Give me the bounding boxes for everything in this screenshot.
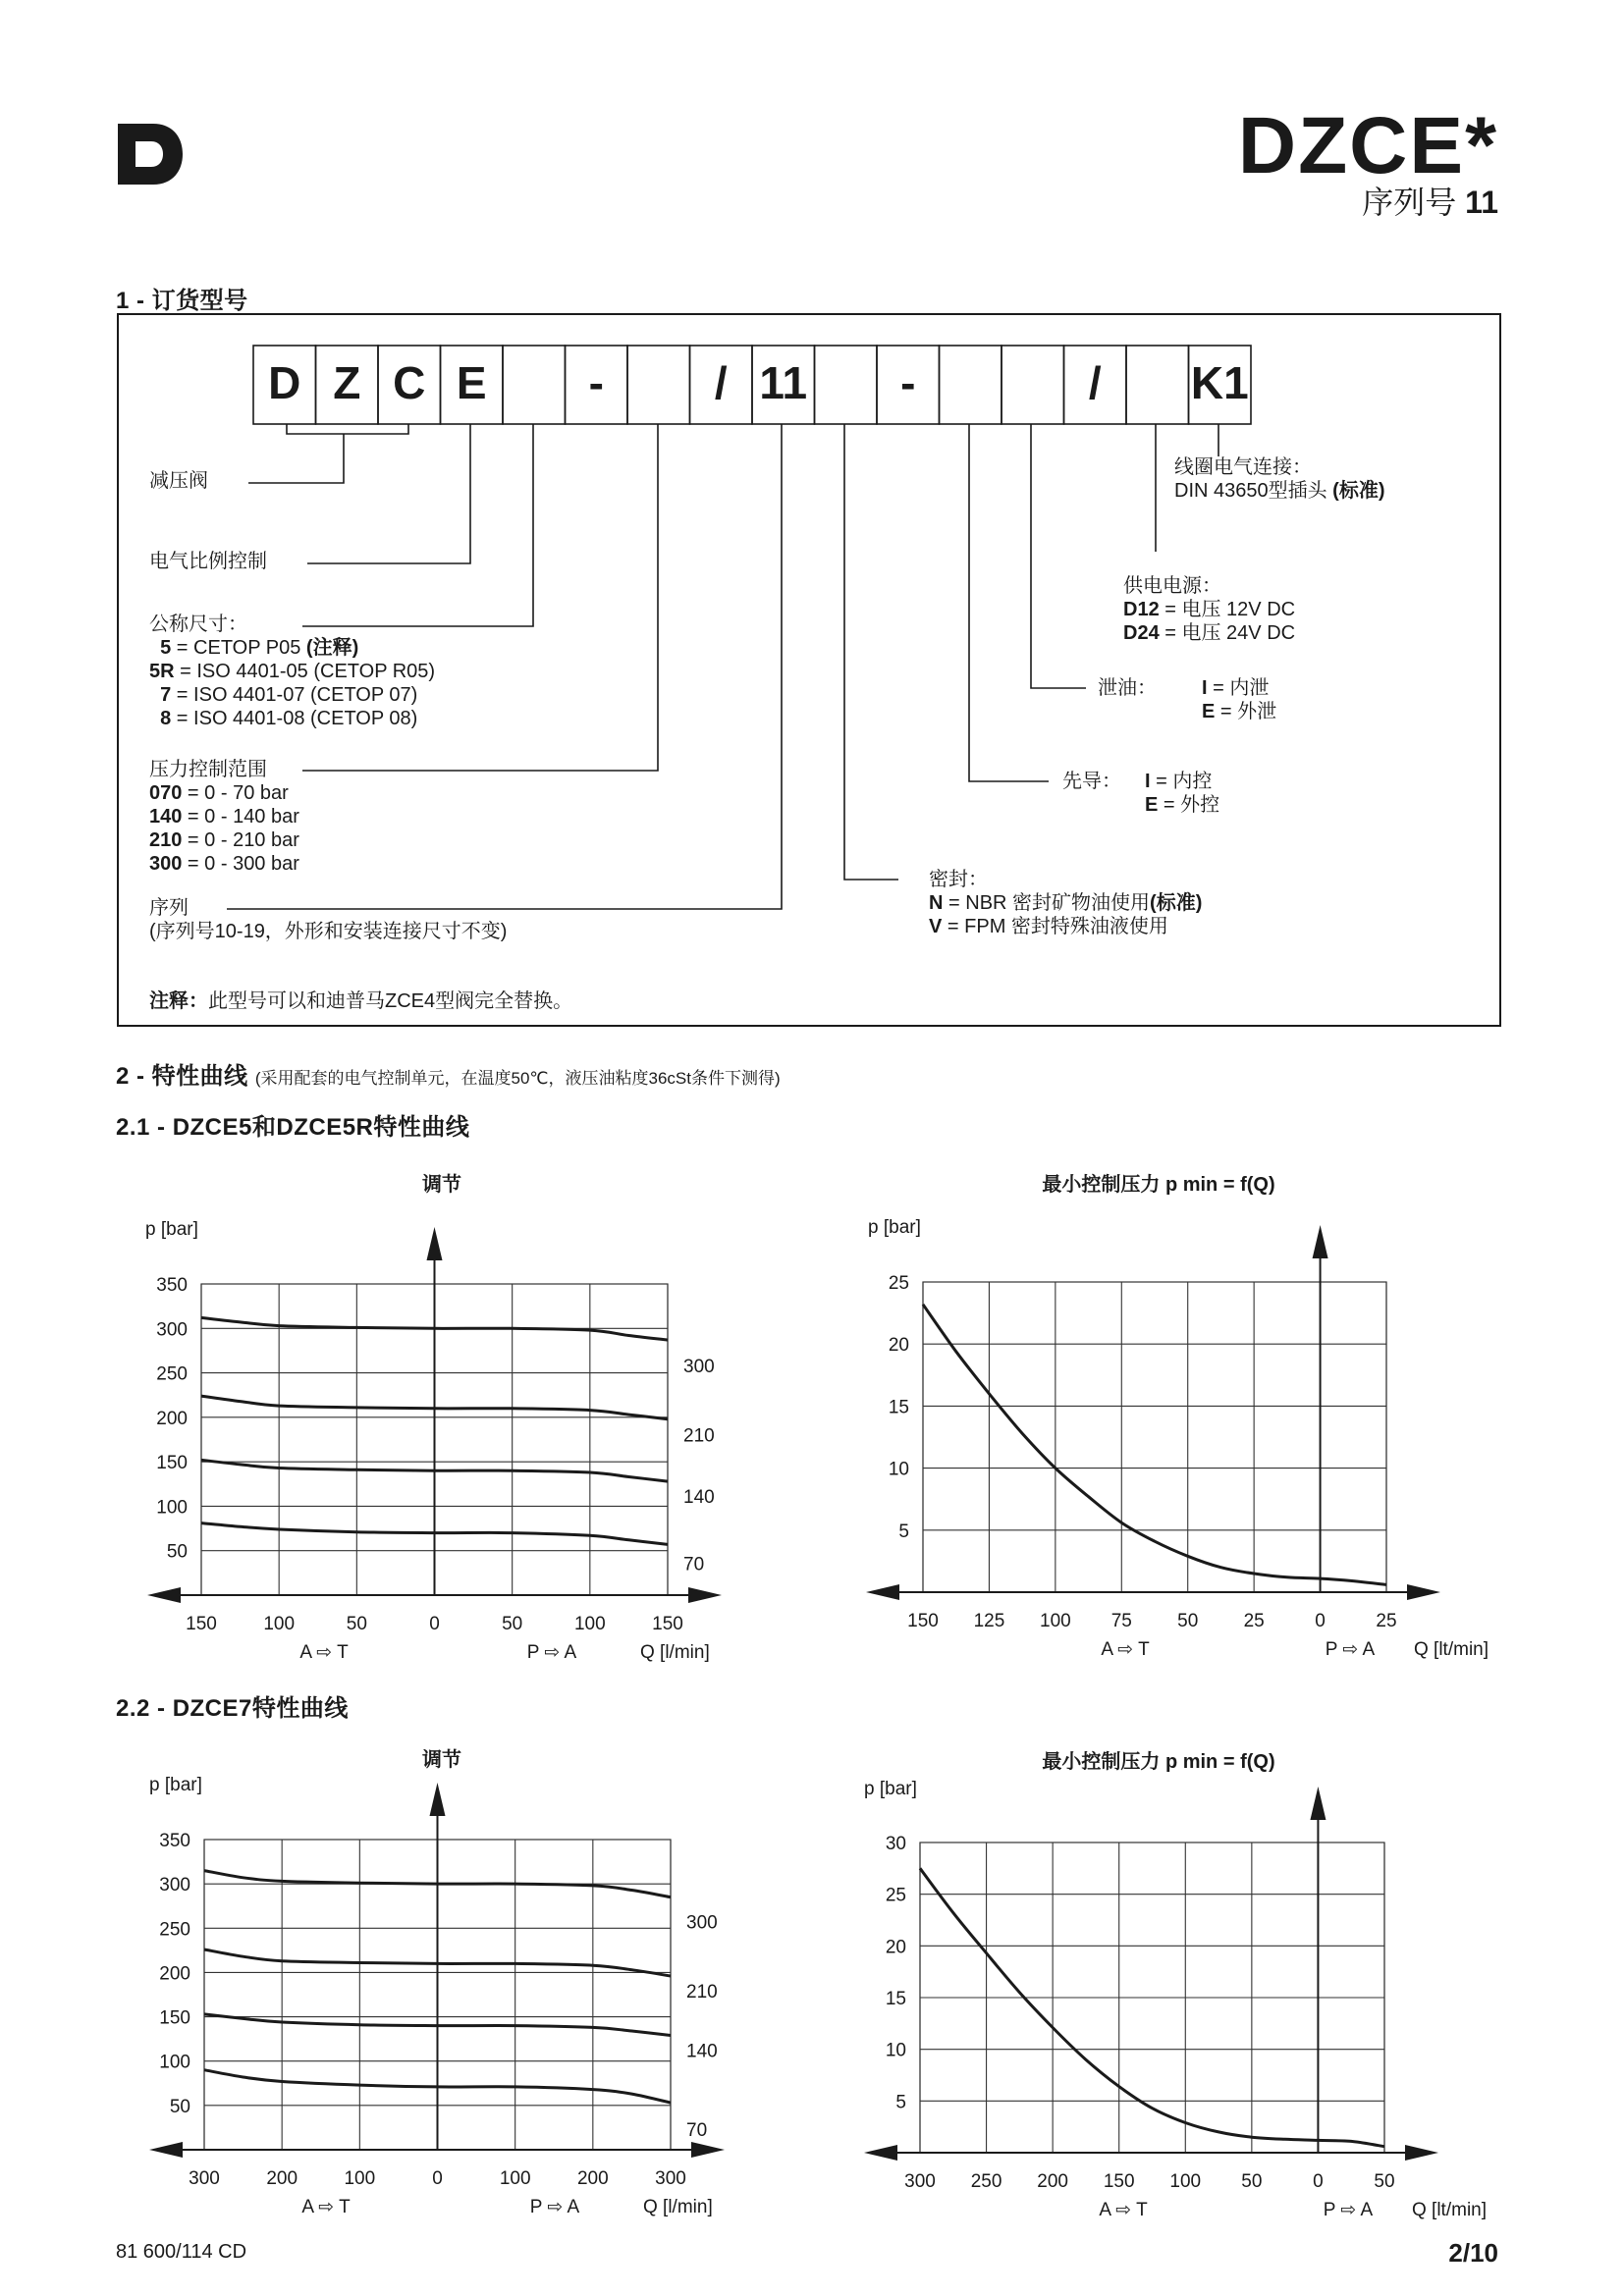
x-tick-label: 300: [189, 2168, 220, 2189]
drain-e-code: E: [1202, 701, 1216, 722]
x-axis-arrow-left: [149, 2142, 183, 2158]
seal-n-code: N: [929, 892, 944, 914]
d24-text: = 电压 24V DC: [1159, 622, 1296, 644]
series-text: (序列号10-19，外形和安装连接尺寸不变): [149, 921, 508, 942]
chart-axes: [866, 1225, 1440, 1600]
x-axis-arrow-right: [1407, 1584, 1440, 1600]
size-5-text: = CETOP P05: [171, 637, 306, 659]
flow-label-right: P ⇨ A: [529, 2197, 580, 2217]
flow-label-left: A ⇨ T: [1101, 1639, 1150, 1660]
chart-grid: [923, 1282, 1386, 1592]
y-tick-label: 25: [885, 1885, 906, 1906]
document-code: 81 600/114 CD: [116, 2241, 247, 2263]
order-cell-char: /: [1088, 357, 1102, 408]
y-tick-label: 5: [898, 1521, 909, 1542]
y-axis-label: p [bar]: [868, 1217, 921, 1238]
p210-code: 210: [149, 829, 183, 851]
size-5r-code: 5R: [149, 661, 175, 682]
pressure-title: 压力控制范围: [149, 759, 267, 780]
seal-n-text: = NBR 密封矿物油使用: [943, 892, 1151, 914]
chart-1-regulation: [145, 1219, 722, 1663]
x-tick-label: 150: [907, 1611, 939, 1631]
chart-4-min-pilot-pressure: [864, 1779, 1487, 2220]
curve-label: 70: [683, 1554, 705, 1575]
curve-label: 140: [686, 2041, 718, 2062]
y-tick-label: 30: [885, 1834, 906, 1854]
y-tick-label: 20: [888, 1335, 909, 1357]
seal-n-std: (标准): [1150, 892, 1203, 914]
seal-title: 密封：: [929, 869, 988, 890]
y-tick-label: 150: [159, 2007, 190, 2029]
x-tick-label: 200: [1037, 2171, 1068, 2192]
series-line: [923, 1305, 1386, 1585]
x-tick-label: 300: [655, 2168, 686, 2189]
y-tick-label: 250: [156, 1363, 188, 1385]
x-tick-label: 50: [1374, 2171, 1395, 2192]
series-title: 序列: [149, 897, 189, 919]
y-tick-label: 250: [159, 1919, 190, 1941]
size-title: 公称尺寸：: [149, 614, 247, 635]
section-2-title: 2 - 特性曲线: [116, 1063, 248, 1090]
y-tick-label: 15: [888, 1397, 909, 1418]
order-cell-char: D: [268, 357, 301, 408]
x-axis-unit: Q [lt/min]: [1414, 1639, 1489, 1660]
chart-curves: [920, 1868, 1384, 2146]
y-tick-label: 350: [156, 1275, 188, 1296]
chart-3-title: 调节: [422, 1749, 461, 1771]
chart-curves: [923, 1305, 1386, 1585]
pilot-title: 先导：: [1062, 771, 1121, 792]
x-tick-label: 25: [1376, 1611, 1397, 1631]
x-tick-label: 50: [502, 1614, 523, 1634]
p070-text: = 0 - 70 bar: [182, 782, 289, 804]
y-axis-arrow: [427, 1227, 443, 1260]
seal-v-code: V: [929, 916, 943, 937]
section-2-2-heading: 2.2 - DZCE7特性曲线: [116, 1695, 349, 1722]
order-cell-char: /: [714, 357, 728, 408]
x-axis-unit: Q [l/min]: [640, 1642, 710, 1663]
x-tick-label: 125: [973, 1611, 1005, 1631]
d12-text: = 电压 12V DC: [1159, 599, 1296, 620]
y-tick-label: 15: [885, 1989, 906, 2009]
x-tick-label: 75: [1110, 1611, 1132, 1631]
y-tick-label: 50: [169, 2096, 190, 2117]
x-tick-label: 250: [970, 2171, 1002, 2192]
x-tick-label: 200: [576, 2168, 609, 2189]
note-label: 注释：: [149, 990, 208, 1012]
x-tick-label: 100: [573, 1614, 606, 1634]
order-cell-char: K1: [1190, 357, 1249, 408]
drain-e-text: = 外泄: [1215, 701, 1277, 722]
y-axis-label: p [bar]: [145, 1219, 198, 1240]
size-7-code: 7: [160, 684, 172, 706]
plot-frame: [923, 1282, 1386, 1592]
y-axis-arrow: [1313, 1225, 1328, 1258]
seal-v-text: = FPM 密封特殊油液使用: [942, 916, 1168, 937]
curve-label: 210: [686, 1982, 718, 2003]
p140-text: = 0 - 140 bar: [182, 806, 299, 828]
chart-1-title: 调节: [422, 1174, 461, 1196]
flow-label-right: P ⇨ A: [526, 1642, 577, 1663]
chart-3-regulation: [149, 1775, 725, 2217]
order-cell-char: C: [393, 357, 426, 408]
coil-std: (标准): [1332, 480, 1385, 502]
coil-text: DIN 43650型插头: [1174, 480, 1333, 502]
p300-code: 300: [149, 853, 183, 875]
curve-label: 140: [683, 1487, 715, 1509]
x-axis-unit: Q [lt/min]: [1412, 2200, 1488, 2220]
x-tick-label: 50: [346, 1614, 367, 1634]
x-tick-label: 50: [1177, 1611, 1199, 1631]
y-axis-label: p [bar]: [149, 1775, 202, 1795]
x-tick-label: 300: [904, 2171, 936, 2192]
flow-label-right: P ⇨ A: [1323, 2200, 1374, 2220]
y-axis-arrow: [1310, 1787, 1326, 1820]
product-title: DZCE*: [1237, 101, 1498, 190]
x-tick-label: 100: [1169, 2171, 1202, 2192]
x-tick-label: 100: [499, 2168, 531, 2189]
y-tick-label: 25: [888, 1273, 909, 1294]
label-valve: 减压阀: [149, 470, 208, 492]
section-1-heading: 1 - 订货型号: [116, 288, 248, 314]
y-tick-label: 350: [159, 1831, 190, 1851]
y-tick-label: 200: [159, 1963, 190, 1985]
d24-code: D24: [1123, 622, 1160, 644]
size-5-note: (注释): [305, 637, 359, 659]
label-control: 电气比例控制: [149, 551, 267, 572]
curve-label: 210: [683, 1425, 715, 1447]
pilot-e-code: E: [1145, 794, 1159, 816]
x-axis-arrow-left: [147, 1587, 181, 1603]
x-axis-arrow-left: [864, 2145, 897, 2161]
section-2-note: (采用配套的电气控制单元，在温度50℃，液压油粘度36cSt条件下测得): [254, 1069, 781, 1088]
p140-code: 140: [149, 806, 183, 828]
x-axis-arrow-left: [866, 1584, 899, 1600]
x-tick-label: 150: [652, 1614, 683, 1634]
x-tick-label: 100: [1040, 1611, 1071, 1631]
order-cell-char: Z: [333, 357, 361, 408]
order-cell-char: E: [456, 357, 487, 408]
drain-title: 泄油：: [1098, 677, 1157, 699]
p300-text: = 0 - 300 bar: [182, 853, 299, 875]
y-axis-arrow: [430, 1783, 446, 1816]
x-tick-label: 100: [263, 1614, 296, 1634]
x-tick-label: 50: [1241, 2171, 1263, 2192]
p070-code: 070: [149, 782, 183, 804]
note-text: 此型号可以和迪普马ZCE4型阀完全替换。: [208, 990, 573, 1012]
y-tick-label: 10: [888, 1459, 909, 1480]
drain-i-text: = 内泄: [1207, 677, 1270, 699]
series-value: 11: [1465, 185, 1498, 220]
y-tick-label: 10: [885, 2040, 906, 2061]
y-tick-label: 100: [156, 1497, 188, 1519]
series-label: 序列号: [1362, 185, 1457, 220]
size-8-code: 8: [160, 708, 172, 729]
x-tick-label: 150: [1103, 2171, 1135, 2192]
coil-title: 线圈电气连接：: [1174, 456, 1312, 478]
pilot-i-code: I: [1145, 771, 1151, 792]
x-tick-label: 0: [429, 1614, 440, 1634]
d12-code: D12: [1123, 599, 1160, 620]
x-tick-label: 0: [1313, 2171, 1324, 2192]
curve-label: 70: [686, 2120, 708, 2142]
chart-2-title: 最小控制压力 p min = f(Q): [1042, 1174, 1275, 1196]
flow-label-right: P ⇨ A: [1325, 1639, 1376, 1660]
y-axis-label: p [bar]: [864, 1779, 917, 1799]
order-cell-char: -: [588, 357, 604, 408]
x-tick-label: 100: [344, 2168, 376, 2189]
pilot-i-text: = 内控: [1150, 771, 1213, 792]
curve-label: 300: [683, 1357, 715, 1378]
size-8-text: = ISO 4401-08 (CETOP 08): [171, 708, 418, 729]
y-tick-label: 50: [166, 1541, 188, 1563]
x-tick-label: 150: [186, 1614, 217, 1634]
curve-label: 300: [686, 1912, 718, 1934]
section-2-1-heading: 2.1 - DZCE5和DZCE5R特性曲线: [116, 1114, 470, 1141]
x-tick-label: 25: [1243, 1611, 1265, 1631]
flow-label-left: A ⇨ T: [301, 2197, 351, 2217]
chart-2-min-pilot-pressure: [866, 1217, 1489, 1660]
order-cell-char: -: [900, 357, 916, 408]
chart-grid: [920, 1842, 1384, 2153]
order-cell-char: 11: [759, 357, 808, 408]
y-tick-label: 5: [895, 2092, 906, 2113]
x-axis-unit: Q [l/min]: [643, 2197, 713, 2217]
page-number: 2/10: [1448, 2238, 1498, 2268]
supply-title: 供电电源：: [1123, 575, 1221, 597]
x-axis-arrow-right: [688, 1587, 722, 1603]
x-tick-label: 200: [266, 2168, 298, 2189]
y-tick-label: 300: [156, 1319, 188, 1341]
x-axis-arrow-right: [691, 2142, 725, 2158]
y-tick-label: 300: [159, 1875, 190, 1896]
size-5r-text: = ISO 4401-05 (CETOP R05): [174, 661, 436, 682]
size-5-code: 5: [160, 637, 172, 659]
x-tick-label: 0: [1315, 1611, 1326, 1631]
y-tick-label: 20: [885, 1937, 906, 1958]
flow-label-left: A ⇨ T: [299, 1642, 349, 1663]
pilot-e-text: = 外控: [1158, 794, 1220, 816]
p210-text: = 0 - 210 bar: [182, 829, 299, 851]
x-tick-label: 0: [432, 2168, 443, 2189]
y-tick-label: 100: [159, 2052, 190, 2073]
y-tick-label: 200: [156, 1408, 188, 1429]
size-7-text: = ISO 4401-07 (CETOP 07): [171, 684, 418, 706]
flow-label-left: A ⇨ T: [1099, 2200, 1148, 2220]
x-axis-arrow-right: [1405, 2145, 1438, 2161]
drain-i-code: I: [1202, 677, 1208, 699]
y-tick-label: 150: [156, 1453, 188, 1474]
chart-4-title: 最小控制压力 p min = f(Q): [1042, 1751, 1275, 1773]
series-line: [920, 1868, 1384, 2146]
